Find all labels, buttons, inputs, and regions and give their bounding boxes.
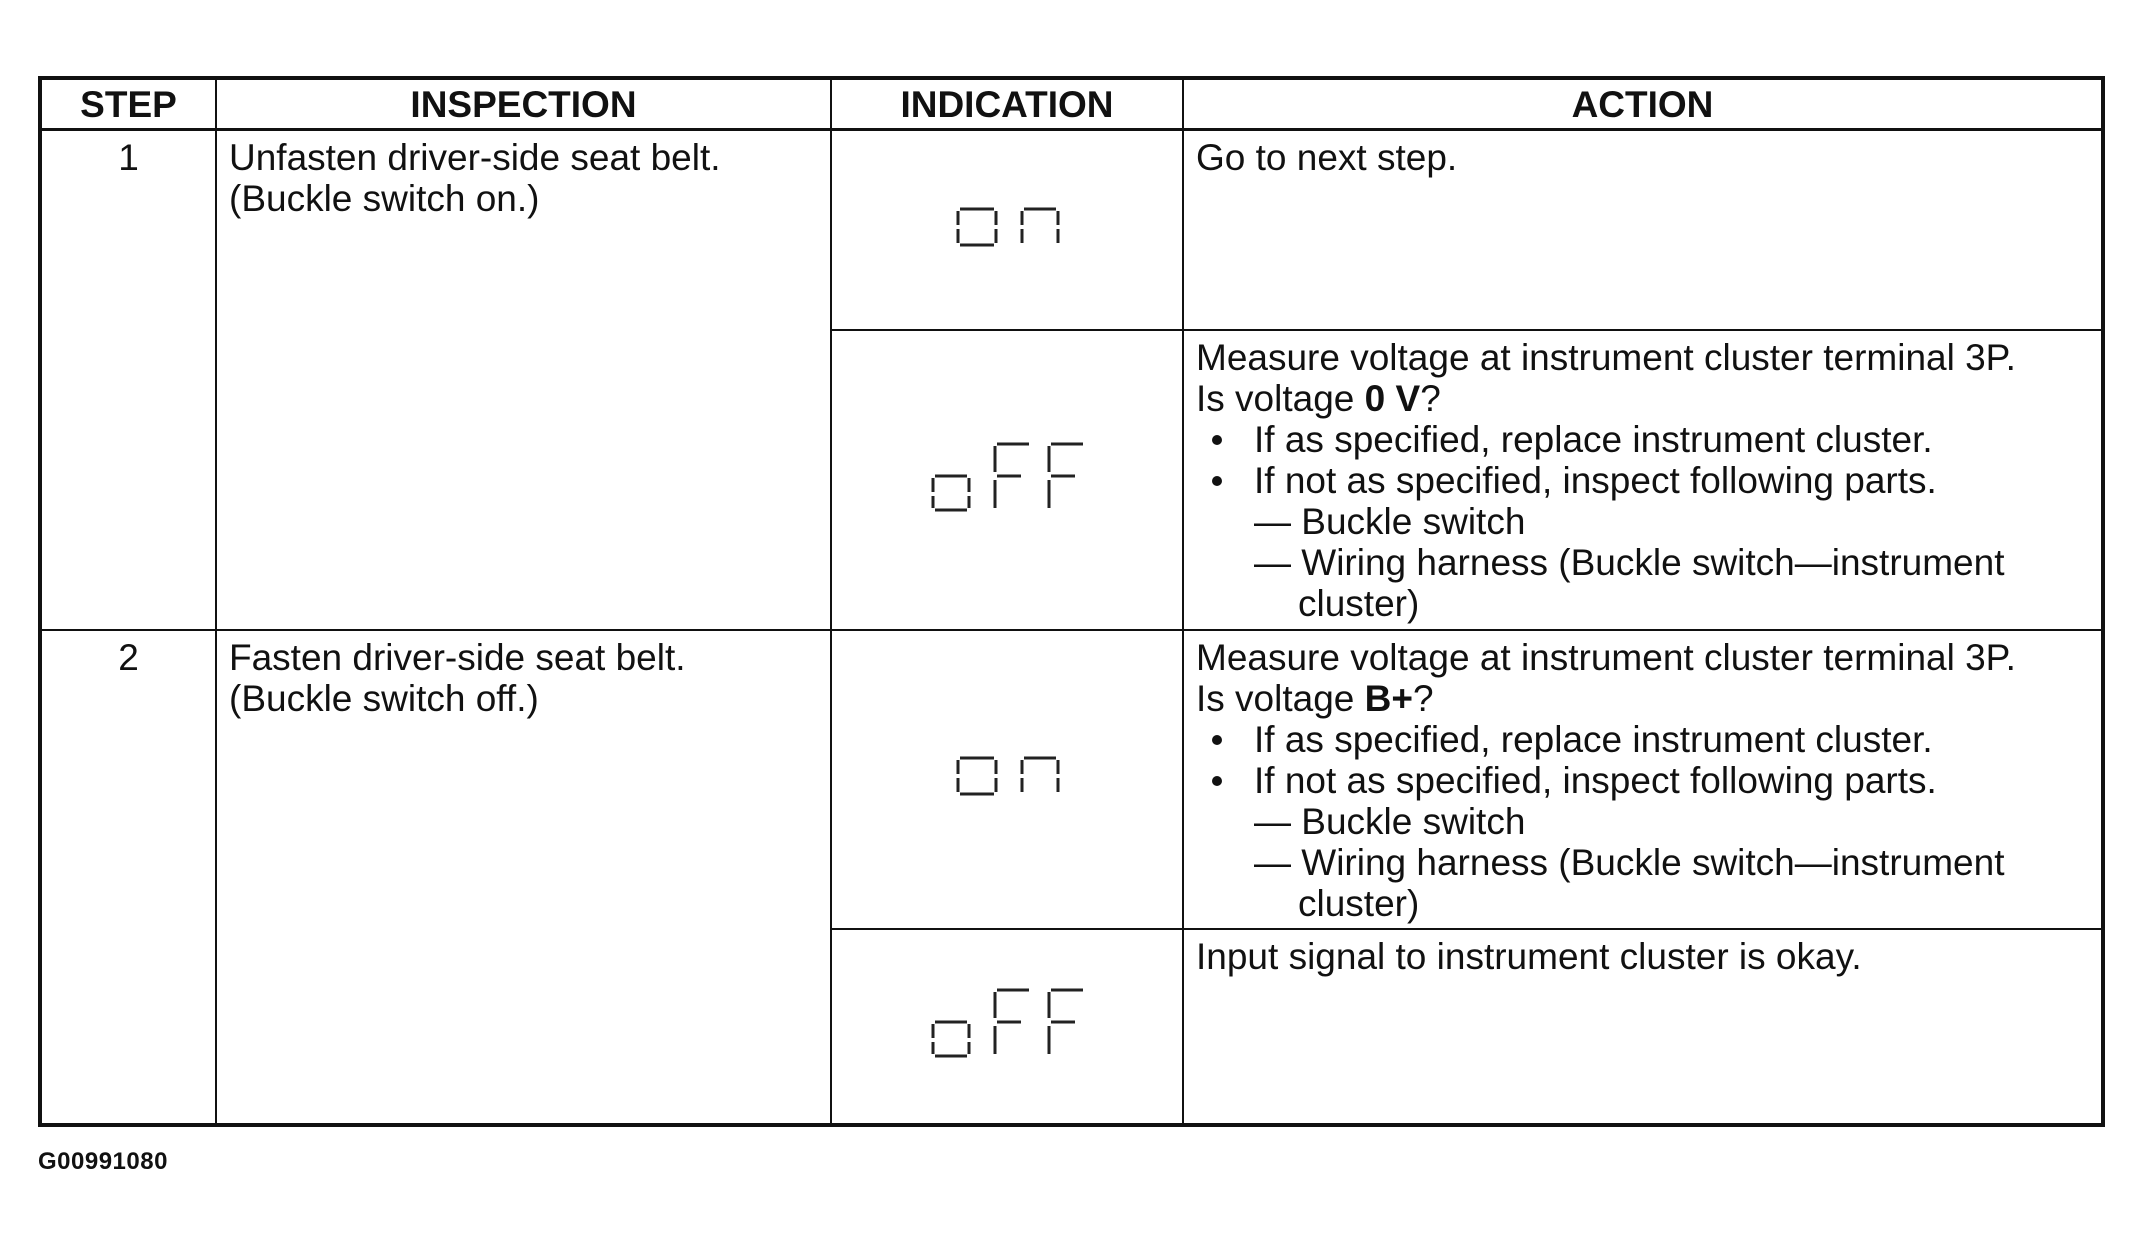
step-number: 1 <box>40 130 216 630</box>
action-question <box>1196 378 2089 419</box>
question-prefix: Is voltage <box>1196 677 1365 719</box>
inspection-text: Fasten driver-side seat belt. (Buckle switch off.) <box>216 630 831 1125</box>
header-action: ACTION <box>1183 78 2103 130</box>
action-bullets <box>1196 719 2089 801</box>
seven-segment-on-icon <box>952 201 1062 251</box>
indication-display <box>831 130 1183 330</box>
question-prefix: Is voltage <box>1196 377 1365 419</box>
figure-code: G00991080 <box>38 1148 168 1175</box>
indication-display <box>831 929 1183 1125</box>
action-bullet: If as specified, replace instrument cluster. <box>1196 719 2089 760</box>
indication-display <box>831 630 1183 929</box>
table-row <box>40 130 2103 330</box>
inspect-part: — Wiring harness (Buckle switch—instrument cluster) <box>1254 541 2005 624</box>
action-line: Input signal to instrument cluster is okay. <box>1196 935 1862 977</box>
header-inspection: INSPECTION <box>216 78 831 130</box>
header-indication: INDICATION <box>831 78 1183 130</box>
action-cell <box>1183 929 2103 1125</box>
question-value: 0 V <box>1364 377 1421 419</box>
action-line: Measure voltage at instrument cluster terminal 3P. <box>1196 636 2016 678</box>
header-step: STEP <box>40 78 216 130</box>
indication-display <box>831 330 1183 630</box>
inspection-text: Unfasten driver-side seat belt. (Buckle switch on.) <box>216 130 831 630</box>
question-suffix: ? <box>1420 377 1441 419</box>
action-question <box>1196 678 2089 719</box>
action-cell <box>1183 330 2103 630</box>
action-cell <box>1183 630 2103 929</box>
seven-segment-on-icon <box>952 750 1062 800</box>
action-bullet: If not as specified, inspect following parts. <box>1196 460 2089 501</box>
inspect-part: — Buckle switch <box>1254 800 1526 842</box>
inspect-parts-list <box>1196 801 2089 924</box>
action-line: Go to next step. <box>1196 137 1458 178</box>
question-suffix: ? <box>1412 677 1434 719</box>
inspect-parts-list <box>1196 501 2089 624</box>
header-row <box>40 78 2103 130</box>
action-cell <box>1183 130 2103 330</box>
action-bullet: If as specified, replace instrument cluster. <box>1196 419 2089 460</box>
step-number: 2 <box>40 630 216 1125</box>
action-bullets <box>1196 419 2089 501</box>
inspect-part: — Buckle switch <box>1254 500 1526 542</box>
inspect-part: — Wiring harness (Buckle switch—instrument cluster) <box>1254 841 2005 924</box>
seven-segment-off-icon <box>929 982 1085 1062</box>
action-line: Measure voltage at instrument cluster terminal 3P. <box>1196 336 2016 378</box>
diagnostic-table <box>38 76 2105 1127</box>
seven-segment-off-icon <box>929 436 1085 516</box>
action-bullet: If not as specified, inspect following parts. <box>1196 760 2089 801</box>
question-value: B+ <box>1364 677 1413 719</box>
table-row <box>40 630 2103 929</box>
